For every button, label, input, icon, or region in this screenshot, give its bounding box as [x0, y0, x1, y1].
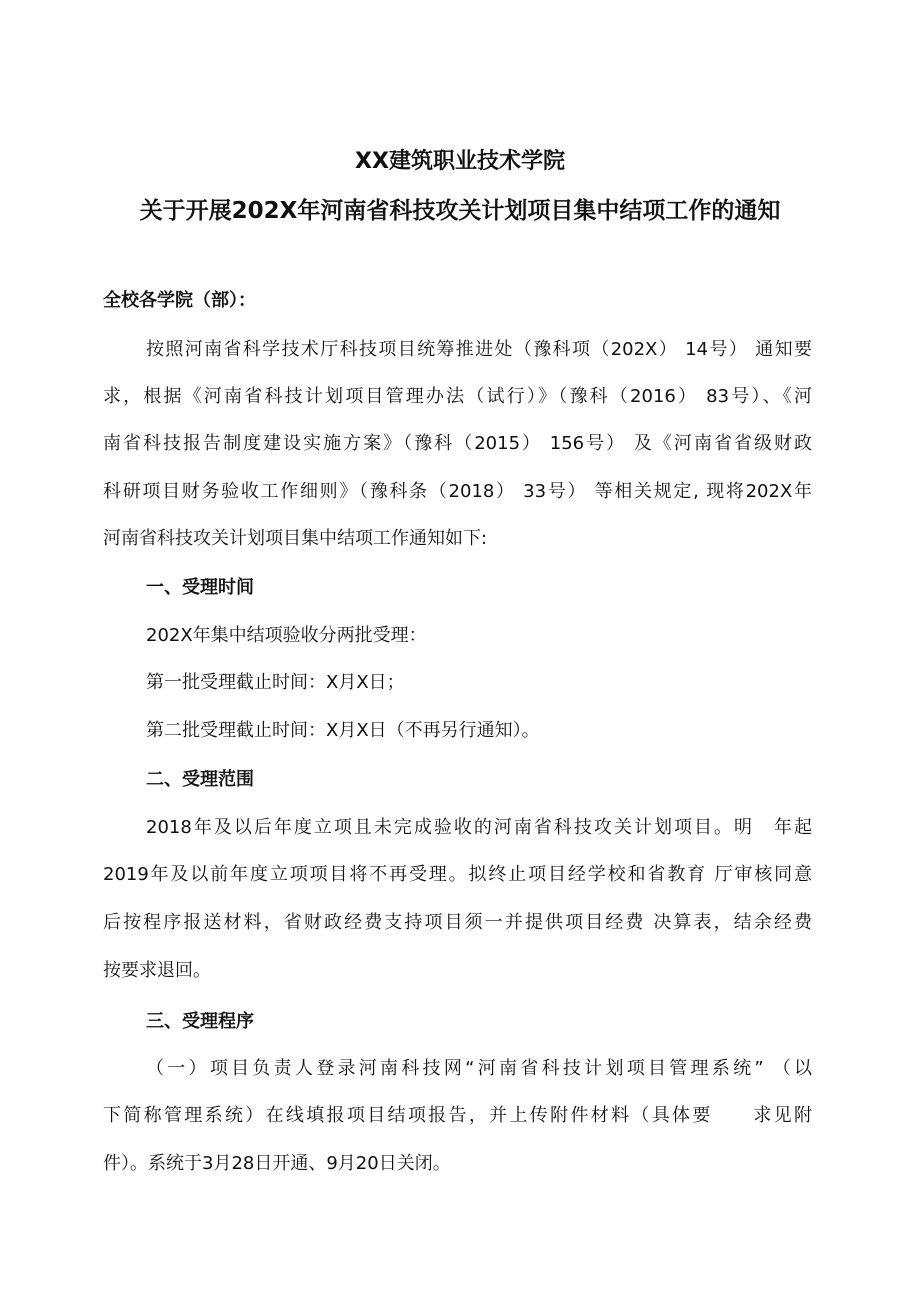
intro-line-5: 河南省科技攻关计划项目集中结项工作通知如下: [103, 528, 488, 549]
intro-line-2: 求，根据《河南省科技计划项目管理办法（试行）》（豫科（2016） 83号）、《河 [103, 386, 812, 407]
section-2-line-1: 2018年及以后年度立项且未完成验收的河南省科技攻关计划项目。明 年起 [146, 817, 812, 838]
section-1-line-1: 202X年集中结项验收分两批受理： [146, 625, 427, 646]
section-1-line-3: 第二批受理截止时间：X月X日（不再另行通知）。 [146, 720, 540, 741]
intro-line-1: 按照河南省科学技术厅科技项目统筹推进处（豫科项（202X） 14号） 通知要 [146, 339, 812, 360]
section-2-line-4: 按要求退回。 [103, 960, 211, 981]
notice-title: 关于开展202X年河南省科技攻关计划项目集中结项工作的通知 [139, 198, 781, 224]
section-3-line-2: 下简称管理系统）在线填报项目结项报告，并上传附件材料（具体要 求见附 [103, 1105, 812, 1126]
intro-line-4: 科研项目财务验收工作细则》（豫科条（2018） 33号） 等相关规定, 现将202X年 [103, 481, 812, 502]
section-3-line-1: （一）项目负责人登录河南科技网“河南省科技计划项目管理系统” （以 [146, 1058, 812, 1079]
section-1-heading: 一、受理时间 [146, 577, 254, 598]
school-name: XX建筑职业技术学院 [355, 149, 565, 174]
intro-line-3: 南省科技报告制度建设实施方案》（豫科（2015） 156号） 及《河南省省级财政 [103, 433, 812, 454]
section-2-line-2: 2019年及以前年度立项项目将不再受理。拟终止项目经学校和省教育 厅审核同意 [103, 864, 812, 885]
section-2-line-3: 后按程序报送材料，省财政经费支持项目须一并提供项目经费 决算表，结余经费 [103, 912, 812, 933]
section-2-heading: 二、受理范围 [146, 769, 254, 790]
section-1-line-2: 第一批受理截止时间：X月X日； [146, 672, 405, 693]
section-3-line-3: 件）。系统于3月28日开通、9月20日关闭。 [103, 1153, 451, 1174]
section-3-heading: 三、受理程序 [146, 1011, 254, 1032]
salutation: 全校各学院（部）： [103, 290, 256, 311]
